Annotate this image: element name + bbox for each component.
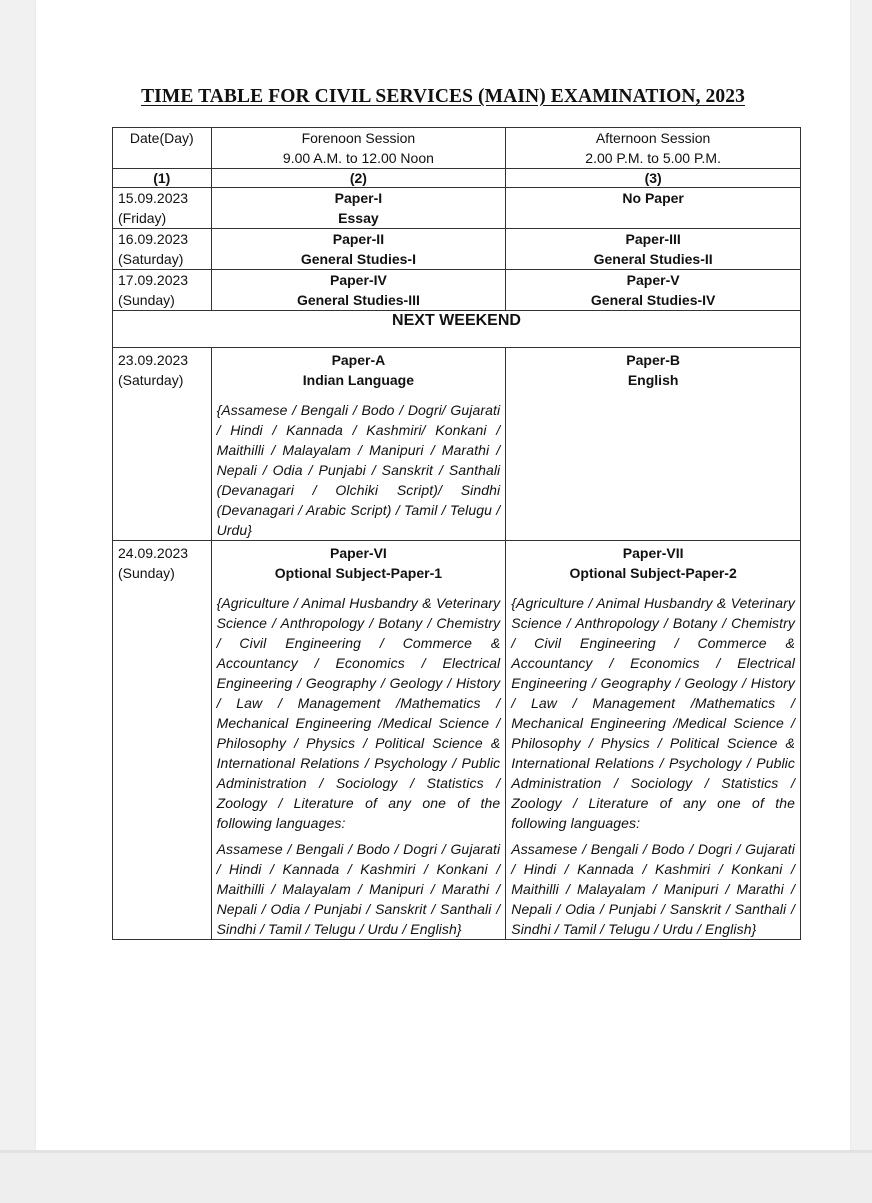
afternoon-cell: Paper-B English	[506, 348, 801, 541]
next-weekend-row	[113, 311, 801, 348]
table-row	[113, 270, 801, 311]
table-row	[113, 348, 801, 541]
optional-subject-list: {Agriculture / Animal Husbandry & Veterinary Science / Anthropology / Botany / Chemistry / Civil Engineering / Commerce & Accountancy / Economics / Electrical Engineering / Geography / Geology / History / Law / Management /Mathematics / Mechanical Engineering /Medical Science / Philosophy / Physics / Political Science & International Relations / Psychology / Public Administration / Sociology / Statistics / Zoology / Literature of any one of the following languages:	[511, 595, 795, 831]
header-afternoon: Afternoon Session 2.00 P.M. to 5.00 P.M.	[506, 128, 801, 169]
literature-language-list: Assamese / Bengali / Bodo / Dogri / Gujarati / Hindi / Kannada / Kashmiri / Konkani / Maithilli / Malayalam / Manipuri / Marathi / Nepali / Odia / Punjabi / Sanskrit / Santhali / Sindhi / Tamil / Telugu / Urdu / English}	[511, 841, 795, 937]
afternoon-cell: Paper-III General Studies-II	[506, 229, 801, 270]
header-date: Date(Day)	[113, 128, 212, 169]
viewer-bottom-bar	[0, 1150, 872, 1203]
table-row	[113, 541, 801, 940]
forenoon-cell: Paper-I Essay	[211, 188, 506, 229]
index-row: (1) (2) (3)	[113, 169, 801, 188]
literature-language-list: Assamese / Bengali / Bodo / Dogri / Gujarati / Hindi / Kannada / Kashmiri / Konkani / Maithilli / Malayalam / Manipuri / Marathi / Nepali / Odia / Punjabi / Sanskrit / Santhali / Sindhi / Tamil / Telugu / Urdu / English}	[216, 841, 501, 937]
forenoon-cell: Paper-VI Optional Subject-Paper-1 {Agriculture / Animal Husbandry & Veterinary Science / Anthropology / Botany / Chemistry / Civil Engineering / Commerce & Accountancy / Economics / Electrical Engineering / Geography / Geology / History / Law / Management /Mathematics / Mechanical Engineering /Medical Science / Philosophy / Physics / Political Science & International Relations / Psychology / Public Administration / Sociology / Statistics / Zoology / Literature of any one of the following languages: Assamese / Bengali / Bodo / Dogri / Gujarati / Hindi / Kannada / Kashmiri / Konkani / Maithilli / Malayalam / Manipuri / Marathi / Nepali / Odia / Punjabi / Sanskrit / Santhali / Sindhi / Tamil / Telugu / Urdu / English}	[211, 541, 506, 940]
language-list: {Assamese / Bengali / Bodo / Dogri/ Gujarati / Hindi / Kannada / Kashmiri/ Konkani / Maithilli / Malayalam / Manipuri / Marathi / Nepali / Odia / Punjabi / Sanskrit / Santhali (Devanagari / Olchiki Script)/ Sindhi (Devanagari / Arabic Script) / Tamil / Telugu / Urdu}	[216, 402, 501, 538]
forenoon-cell: Paper-A Indian Language {Assamese / Bengali / Bodo / Dogri/ Gujarati / Hindi / Kannada / Kashmiri/ Konkani / Maithilli / Malayalam / Manipuri / Marathi / Nepali / Odia / Punjabi / Sanskrit / Santhali (Devanagari / Olchiki Script)/ Sindhi (Devanagari / Arabic Script) / Tamil / Telugu / Urdu}	[211, 348, 506, 541]
header-row	[113, 128, 801, 169]
date-cell: 17.09.2023 (Sunday)	[113, 270, 212, 311]
table-row	[113, 188, 801, 229]
afternoon-cell: Paper-V General Studies-IV	[506, 270, 801, 311]
table-row	[113, 229, 801, 270]
forenoon-cell: Paper-II General Studies-I	[211, 229, 506, 270]
timetable	[112, 127, 801, 940]
afternoon-cell: Paper-VII Optional Subject-Paper-2 {Agriculture / Animal Husbandry & Veterinary Science / Anthropology / Botany / Chemistry / Civil Engineering / Commerce & Accountancy / Economics / Electrical Engineering / Geography / Geology / History / Law / Management /Mathematics / Mechanical Engineering /Medical Science / Philosophy / Physics / Political Science & International Relations / Psychology / Public Administration / Sociology / Statistics / Zoology / Literature of any one of the following languages: Assamese / Bengali / Bodo / Dogri / Gujarati / Hindi / Kannada / Kashmiri / Konkani / Maithilli / Malayalam / Manipuri / Marathi / Nepali / Odia / Punjabi / Sanskrit / Santhali / Sindhi / Tamil / Telugu / Urdu / English}	[506, 541, 801, 940]
next-weekend-heading: NEXT WEEKEND	[113, 311, 801, 348]
header-forenoon: Forenoon Session 9.00 A.M. to 12.00 Noon	[211, 128, 506, 169]
page-title: TIME TABLE FOR CIVIL SERVICES (MAIN) EXAMINATION, 2023	[141, 86, 745, 107]
date-cell: 23.09.2023 (Saturday)	[113, 348, 212, 541]
forenoon-cell: Paper-IV General Studies-III	[211, 270, 506, 311]
afternoon-cell: No Paper	[506, 188, 801, 229]
date-cell: 15.09.2023 (Friday)	[113, 188, 212, 229]
optional-subject-list: {Agriculture / Animal Husbandry & Veterinary Science / Anthropology / Botany / Chemistry / Civil Engineering / Commerce & Accountancy / Economics / Electrical Engineering / Geography / Geology / History / Law / Management /Mathematics / Mechanical Engineering /Medical Science / Philosophy / Physics / Political Science & International Relations / Psychology / Public Administration / Sociology / Statistics / Zoology / Literature of any one of the following languages:	[216, 595, 501, 831]
date-cell: 16.09.2023 (Saturday)	[113, 229, 212, 270]
date-cell: 24.09.2023 (Sunday)	[113, 541, 212, 940]
